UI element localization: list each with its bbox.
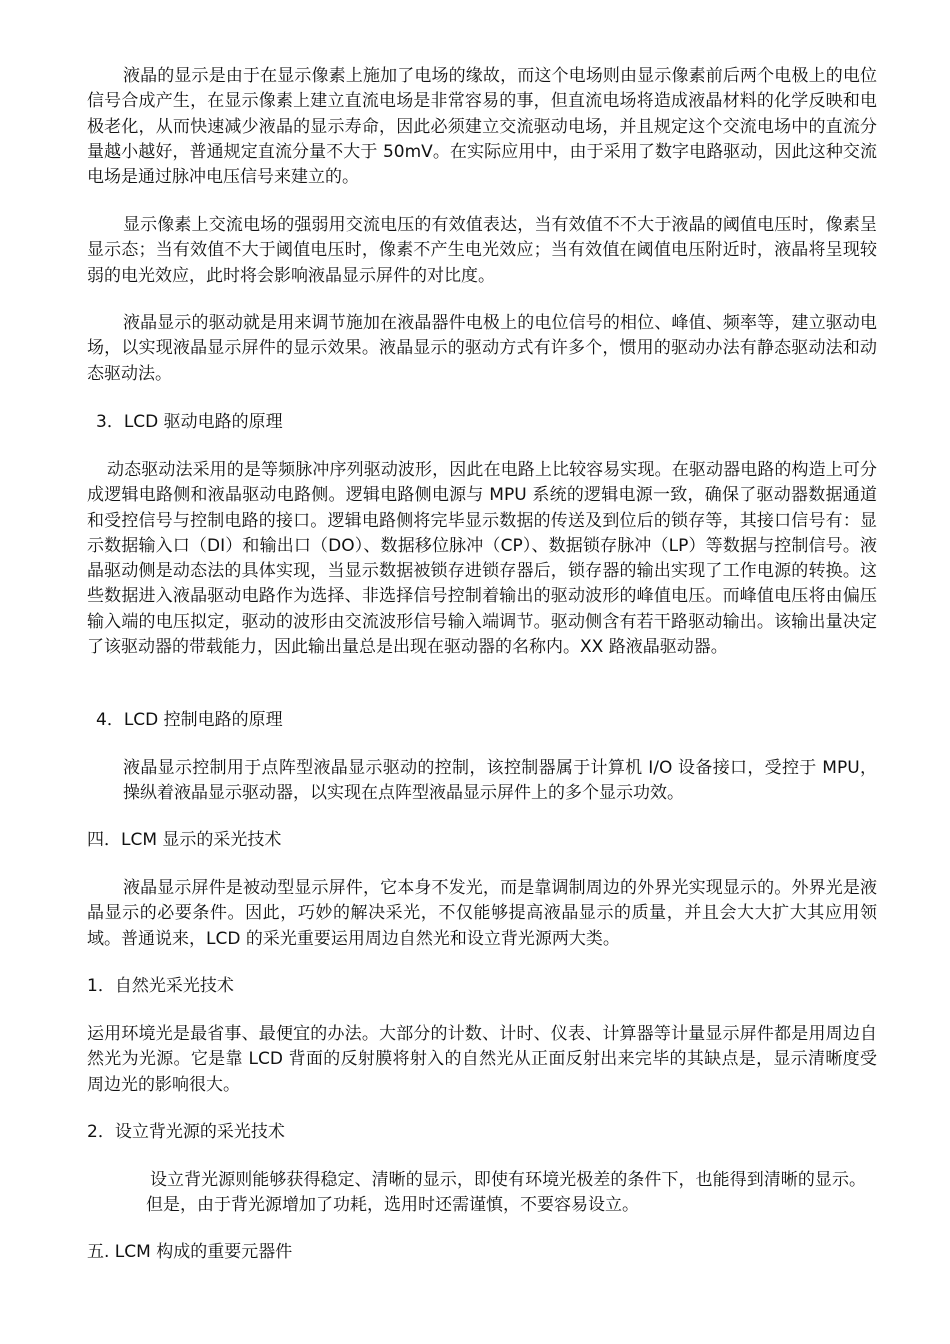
heading-natural-light: 1．自然光采光技术 [87, 976, 234, 996]
heading-lcm-components: 五. LCM 构成的重要元器件 [87, 1242, 293, 1262]
heading-backlight: 2．设立背光源的采光技术 [87, 1122, 285, 1142]
paragraph-lcd-controller: 液晶显示控制用于点阵型液晶显示驱动的控制，该控制器属于计算机 I/O 设备接口，受控于 MPU，操纵着液晶显示驱动器，以实现在点阵型液晶显示屏件上的多个显示功效。 [123, 758, 877, 804]
paragraph-ambient-light: 运用环境光是最省事、最便宜的办法。大部分的计数、计时、仪表、计算器等计量显示屏件都是用周边自然光为光源。它是靠 LCD 背面的反射膜将射入的自然光从正面反射出来完毕的其缺点是，显示清晰度受周边光的影响很大。 [87, 1024, 877, 1095]
paragraph-passive-display: 液晶显示屏件是被动型显示屏件，它本身不发光，而是靠调制周边的外界光实现显示的。外界光是液晶显示的必要条件。因此，巧妙的解决采光，不仅能够提高液晶显示的质量，并且会大大扩大其应用领域。普通说来，LCD 的采光重要运用周边自然光和设立背光源两大类。 [87, 878, 877, 949]
heading-lcd-control-circuit: 4．LCD 控制电路的原理 [96, 710, 283, 730]
paragraph-lcd-driving: 液晶显示的驱动就是用来调节施加在液晶器件电极上的电位信号的相位、峰值、频率等，建立驱动电场，以实现液晶显示屏件的显示效果。液晶显示的驱动方式有许多个，惯用的驱动办法有静态驱动法和动态驱动法。 [87, 313, 877, 384]
paragraph-lcd-display-principle: 液晶的显示是由于在显示像素上施加了电场的缘故，而这个电场则由显示像素前后两个电极上的电位信号合成产生，在显示像素上建立直流电场是非常容易的事，但直流电场将造成液晶材料的化学反映和电极老化，从而快速减少液晶的显示寿命，因此必须建立交流驱动电场，并且规定这个交流电场中的直流分量越小越好，普通规定直流分量不大于 50mV。在实际应用中，由于采用了数字电路驱动，因此这种交流电场是通过脉冲电压信号来建立的。 [87, 66, 877, 188]
heading-lcm-lighting: 四．LCM 显示的采光技术 [87, 830, 282, 850]
paragraph-ac-field-strength: 显示像素上交流电场的强弱用交流电压的有效值表达，当有效值不不大于液晶的阈值电压时，像素呈显示态；当有效值不大于阈值电压时，像素不产生电光效应；当有效值在阈值电压附近时，液晶将呈现较弱的电光效应，此时将会影响液晶显示屏件的对比度。 [87, 215, 877, 286]
paragraph-backlight: 设立背光源则能够获得稳定、清晰的显示，即使有环境光极差的条件下，也能得到清晰的显示。但是，由于背光源增加了功耗，选用时还需谨慎，不要容易设立。 [146, 1170, 866, 1216]
paragraph-dynamic-drive: 动态驱动法采用的是等频脉冲序列驱动波形，因此在电路上比较容易实现。在驱动器电路的构造上可分成逻辑电路侧和液晶驱动电路侧。逻辑电路侧电源与 MPU 系统的逻辑电源一致，确保了驱动器数据通道和受控信号与控制电路的接口。逻辑电路侧将完毕显示数据的传送及到位后的锁存等，其接口信号有：显示数据输入口（DI）和输出口（DO）、数据移位脉冲（CP）、数据锁存脉冲（LP）等数据与控制信号。液晶驱动侧是动态法的具体实现，当显示数据被锁存进锁存器后，锁存器的输出实现了工作电源的转换。这些数据进入液晶驱动电路作为选择、非选择信号控制着输出的驱动波形的峰值电压。而峰值电压将由偏压输入端的电压拟定，驱动的波形由交流波形信号输入端调节。驱动侧含有若干路驱动输出。该输出量决定了该驱动器的带载能力，因此输出量总是出现在驱动器的名称内。XX 路液晶驱动器。 [87, 460, 877, 658]
heading-lcd-drive-circuit: 3．LCD 驱动电路的原理 [96, 412, 283, 432]
